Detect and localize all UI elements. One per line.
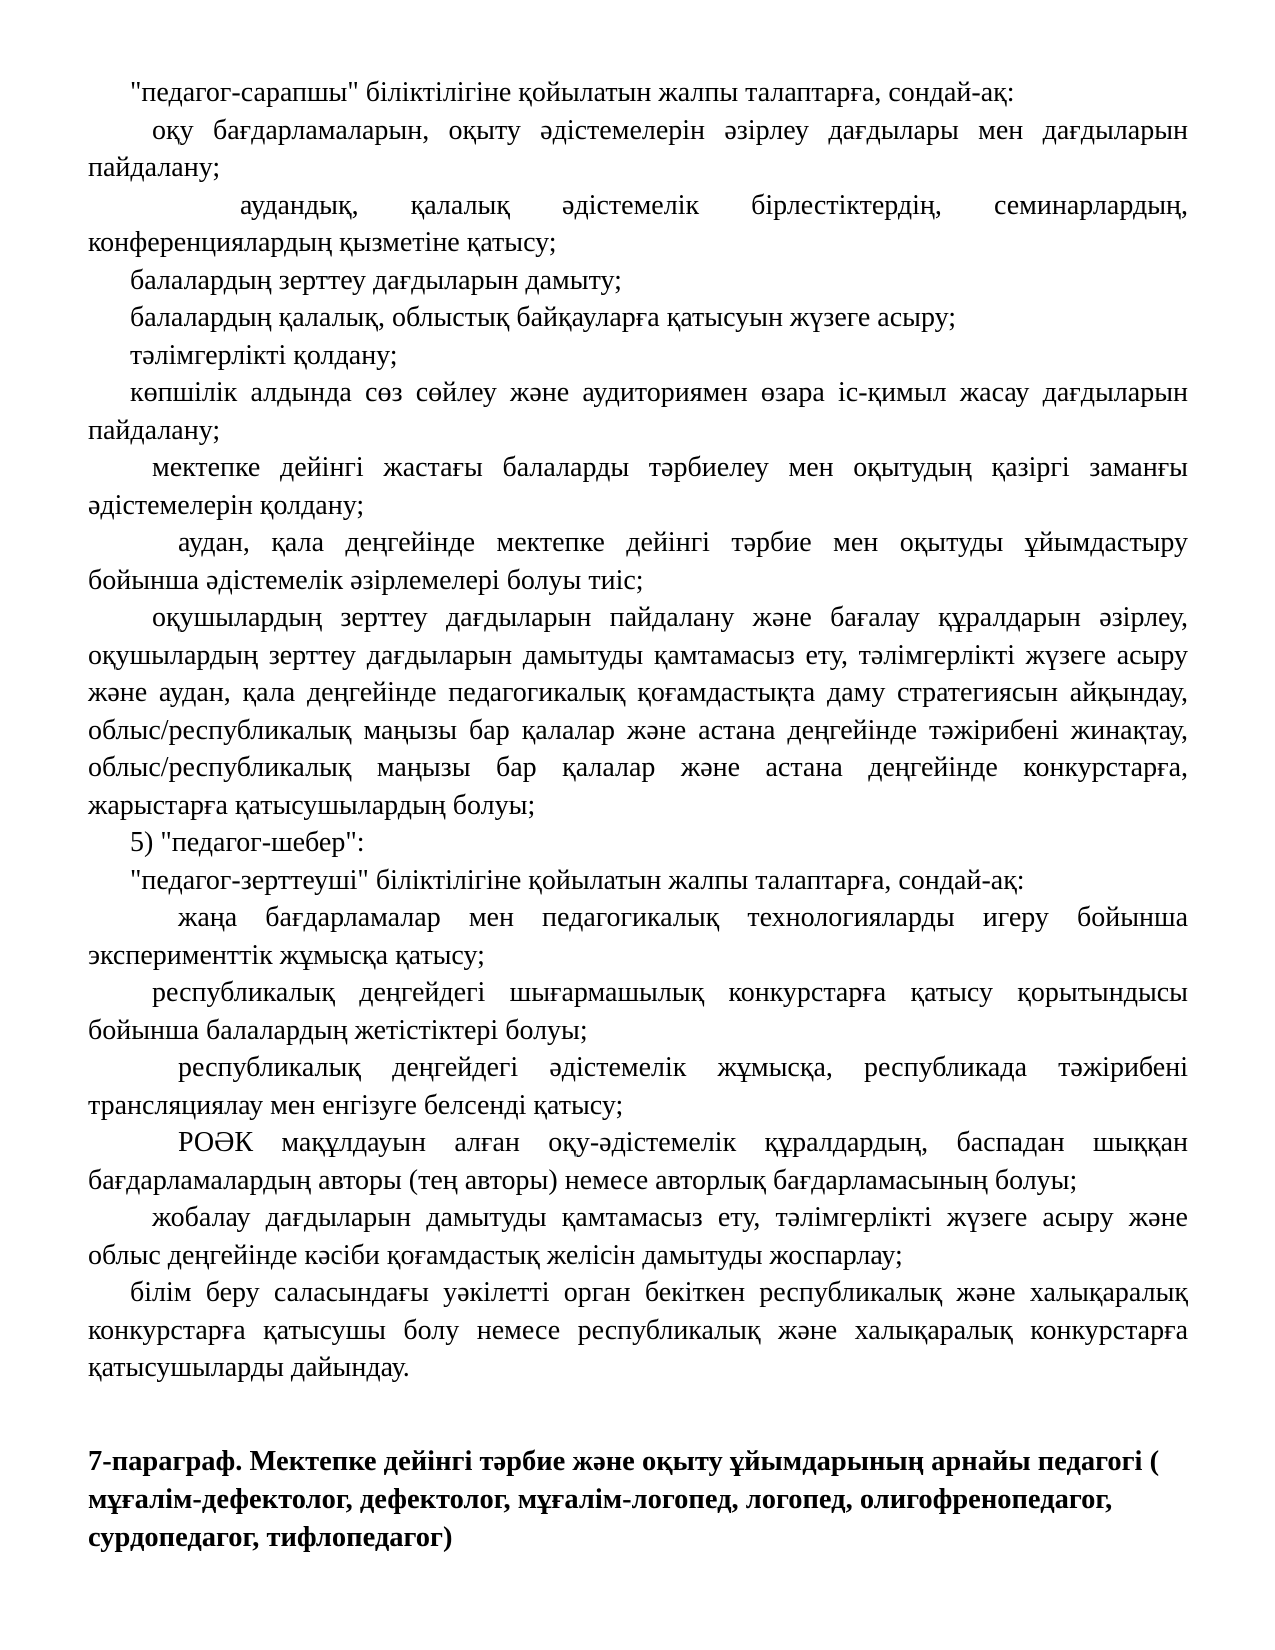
- paragraph-07: көпшілік алдында сөз сөйлеу және аудиториямен өзара іс-қимыл жасау дағдыларын пайдалану;: [88, 377, 1188, 446]
- paragraph-09: аудан, қала деңгейінде мектепке дейінгі тәрбие мен оқытуды ұйымдастыру бойынша әдістемелік әзірлемелері болуы тиіс;: [88, 527, 1188, 596]
- section-heading: 7-параграф. Мектепке дейінгі тәрбие және оқыту ұйымдарының арнайы педагогі ( мұғалім-дефектолог, дефектолог, мұғалім-логопед, логопед, олигофренопедагог, сурдопедагог, тифлопедагог): [88, 1445, 1160, 1553]
- paragraph-01: "педагог-сарапшы" біліктілігіне қойылатын жалпы талаптарға, сондай-ақ:: [130, 77, 1015, 108]
- paragraph-12: "педагог-зерттеуші" біліктілігіне қойылатын жалпы талаптарға, сондай-ақ:: [130, 864, 1025, 896]
- paragraph-11: 5) "педагог-шебер":: [130, 827, 365, 858]
- paragraph-08: мектепке дейінгі жастағы балаларды тәрбиелеу мен оқытудың қазіргі заманғы әдістемелерін қолдану;: [88, 452, 1188, 521]
- paragraph-03: аудандық, қалалық әдістемелік бірлестіктердің, семинарлардың, конференциялардың қызметіне қатысу;: [88, 189, 1188, 258]
- paragraph-04: балалардың зерттеу дағдыларын дамыту;: [130, 264, 622, 296]
- paragraph-02: оқу бағдарламаларын, оқыту әдістемелерін әзірлеу дағдылары мен дағдыларын пайдалану;: [88, 114, 1188, 183]
- paragraph-18: білім беру саласындағы уәкілетті орган бекіткен республикалық және халықаралық конкурстарға қатысушы болу немесе республикалық және халықаралық конкурстарға қатысушыларды дайындау.: [88, 1277, 1188, 1383]
- paragraph-16: РОӘК мақұлдауын алған оқу-әдістемелік құралдардың, баспадан шыққан бағдарламалардың авторы (тең авторы) немесе авторлық бағдарламасының болуы;: [88, 1127, 1188, 1196]
- paragraph-15: республикалық деңгейдегі әдістемелік жұмысқа, республикада тәжірибені трансляциялау мен енгізуге белсенді қатысу;: [88, 1052, 1188, 1121]
- paragraph-10: оқушылардың зерттеу дағдыларын пайдалану және бағалау құралдарын әзірлеу, оқушылардың зерттеу дағдыларын дамытуды қамтамасыз ету, тәлімгерлікті жүзеге асыру және аудан, қала деңгейінде педагогикалық қоғамдастықта даму стратегиясын айқындау, облыс/республикалық маңызы бар қалалар және астана деңгейінде тәжірибені жинақтау, облыс/республикалық маңызы бар қалалар және астана деңгейінде конкурстарға, жарыстарға қатысушылардың болуы;: [88, 602, 1188, 821]
- paragraph-06: тәлімгерлікті қолдану;: [130, 339, 398, 371]
- paragraph-14: республикалық деңгейдегі шығармашылық конкурстарға қатысу қорытындысы бойынша балалардың жетістіктері болуы;: [88, 977, 1188, 1046]
- paragraph-13: жаңа бағдарламалар мен педагогикалық технологияларды игеру бойынша эксперименттік жұмысқа қатысу;: [88, 902, 1188, 971]
- paragraph-17: жобалау дағдыларын дамытуды қамтамасыз ету, тәлімгерлікті жүзеге асыру және облыс деңгейінде кәсіби қоғамдастық желісін дамытуды жоспарлау;: [88, 1202, 1188, 1271]
- paragraph-05: балалардың қалалық, облыстық байқауларға қатысуын жүзеге асыру;: [130, 302, 957, 333]
